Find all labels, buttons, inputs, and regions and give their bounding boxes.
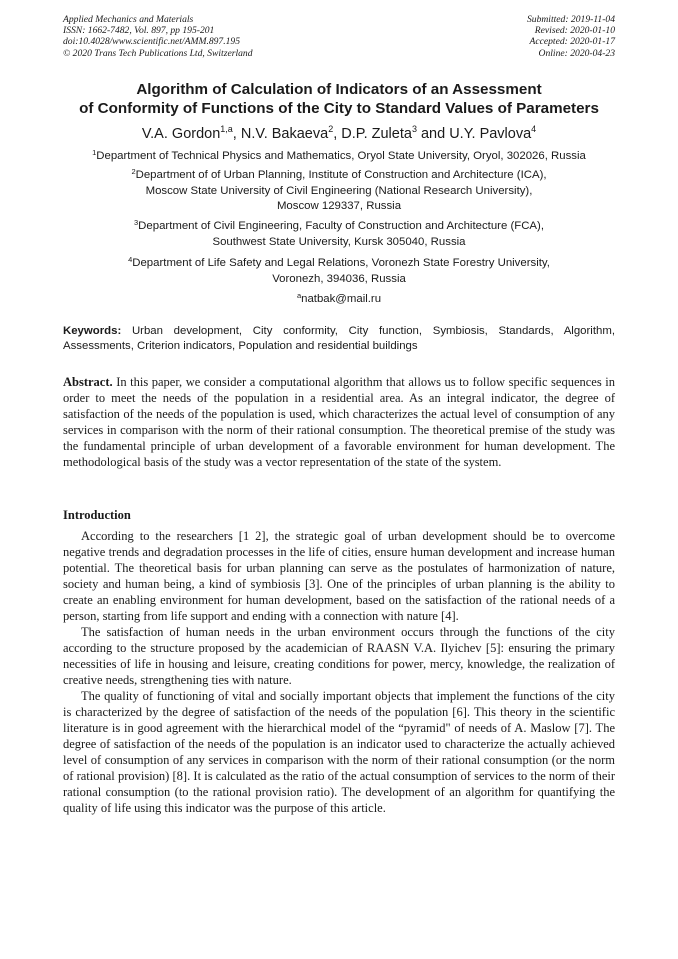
- author-name: U.Y. Pavlova: [449, 126, 532, 142]
- introduction-heading: Introduction: [63, 508, 131, 522]
- date-submitted: Submitted: 2019-11-04: [526, 14, 615, 25]
- email-mark: a: [296, 291, 302, 300]
- keywords-text: Urban development, City conformity, City function, Symbiosis, Standards, Algorithm, Assessments, Criterion indicators, Population and residential buildings: [63, 325, 615, 353]
- abstract-text: In this paper, we consider a computational algorithm that allows us to follow specific sequences in order to meet the needs of the population in a residential area. As an integral indicator, the degree of satisfaction of the needs of the population is used, which characterizes the actual level of consumption of any services in comparison with the norm of their rational consumption. The theoretical premise of the study was the fundamental principle of urban development of a favorable environment for human development. The methodological basis of the study was a vector representation of the state of the system.: [63, 375, 615, 469]
- copyright: © 2020 Trans Tech Publications Ltd, Switzerland: [63, 47, 253, 59]
- author-affiliation-mark: 2: [328, 124, 334, 134]
- affiliation-mark: 4: [128, 255, 133, 264]
- affiliation-mark: 1: [92, 148, 97, 157]
- author-name: N.V. Bakaeva: [240, 126, 329, 142]
- date-revised: Revised: 2020-01-10: [534, 25, 615, 37]
- paragraph: According to the researchers [1 2], the strategic goal of urban development should be to overcome negative trends and degradation processes in the life of cities, ensure human development and increase human potential. The theoretical basis for urban planning can serve as the postulates of harmonization of nature, society and human being, a kind of symbiosis [3]. One of the principles of urban planning is the ability to create an enabling environment for human development, based on the satisfaction of the rational needs of a person, starting from life support and ending with a connection with nature [4].: [63, 529, 615, 623]
- journal-name: Applied Mechanics and Materials: [63, 14, 194, 25]
- date-online: Online: 2020-04-23: [538, 47, 615, 59]
- title-line-2: of Conformity of Functions of the City to Standard Values of Parameters: [79, 100, 599, 117]
- title-line-1: Algorithm of Calculation of Indicators of an Assessment: [136, 81, 542, 98]
- affiliation-2: [40, 168, 638, 215]
- affiliation-line: Moscow State University of Civil Engineering (National Research University),: [145, 184, 533, 197]
- keywords: [63, 324, 615, 354]
- author-separator: ,: [232, 126, 241, 142]
- doi: doi:10.4028/www.scientific.net/AMM.897.195: [63, 36, 241, 48]
- affiliation-mark: 2: [131, 167, 136, 176]
- affiliation-line: Moscow 129337, Russia: [276, 200, 402, 213]
- author-list: [40, 125, 638, 143]
- affiliation-line: Department of of Urban Planning, Institute of Construction and Architecture (ICA),: [135, 169, 547, 181]
- author-separator: and: [416, 126, 450, 142]
- paper-title: [40, 80, 638, 118]
- introduction-body: [63, 528, 615, 816]
- date-accepted: Accepted: 2020-01-17: [529, 36, 615, 48]
- affiliation-line: Department of Life Safety and Legal Relations, Voronezh State Forestry University,: [132, 257, 550, 269]
- author-name: D.P. Zuleta: [341, 126, 412, 142]
- keywords-label: Keywords:: [63, 325, 122, 337]
- corresponding-email: [40, 292, 638, 308]
- affiliation-3: [40, 219, 638, 250]
- affiliation-line: Southwest State University, Kursk 305040, Russia: [212, 235, 466, 248]
- affiliation-mark: 3: [134, 218, 139, 227]
- author-affiliation-mark: 4: [531, 124, 537, 134]
- affiliation-4: [40, 256, 638, 287]
- affiliation-line: Voronezh, 394036, Russia: [272, 272, 406, 285]
- affiliation-line: Department of Civil Engineering, Faculty of Construction and Architecture (FCA),: [138, 220, 544, 232]
- author-affiliation-mark: 3: [411, 124, 417, 134]
- paragraph: The satisfaction of human needs in the urban environment occurs through the functions of the city according to the structure proposed by the academician of RAASN V.A. Ilyichev [5]: ensuring the primary necessities of life in housing and leisure, creating conditions for power, mercy, knowledge, the realization of creative needs, strengthening ties with nature.: [63, 625, 615, 687]
- author-name: V.A. Gordon: [141, 126, 221, 142]
- author-affiliation-mark: 1,a: [220, 124, 233, 134]
- submission-dates: [527, 14, 615, 59]
- abstract-label: Abstract.: [63, 375, 113, 389]
- author-separator: ,: [333, 126, 342, 142]
- affiliation-line: Department of Technical Physics and Mathematics, Oryol State University, Oryol, 302026, Russia: [96, 150, 586, 162]
- journal-info: [63, 14, 253, 59]
- issn-volume: ISSN: 1662-7482, Vol. 897, pp 195-201: [63, 25, 215, 37]
- paragraph: The quality of functioning of vital and socially important objects that implement the functions of the city is characterized by the degree of satisfaction of the needs of the population [6]. This theory in the scientific literature is in good agreement with the hierarchical model of the “pyramid" of needs of A. Maslow [7]. The degree of satisfaction of the needs of the population is an indicator used to characterize the actually achieved level of consumption of any services in comparison with the norm of their rational consumption (or the norm of rational provision) [8]. It is calculated as the ratio of the actual consumption of services to the norm of their rational consumption (to the rational provision ratio). The development of an algorithm for quantifying the quality of life using this indicator was the purpose of this article.: [63, 689, 615, 815]
- affiliation-1: [40, 149, 638, 165]
- abstract: [63, 374, 615, 470]
- email-address: natbak@mail.ru: [301, 293, 382, 305]
